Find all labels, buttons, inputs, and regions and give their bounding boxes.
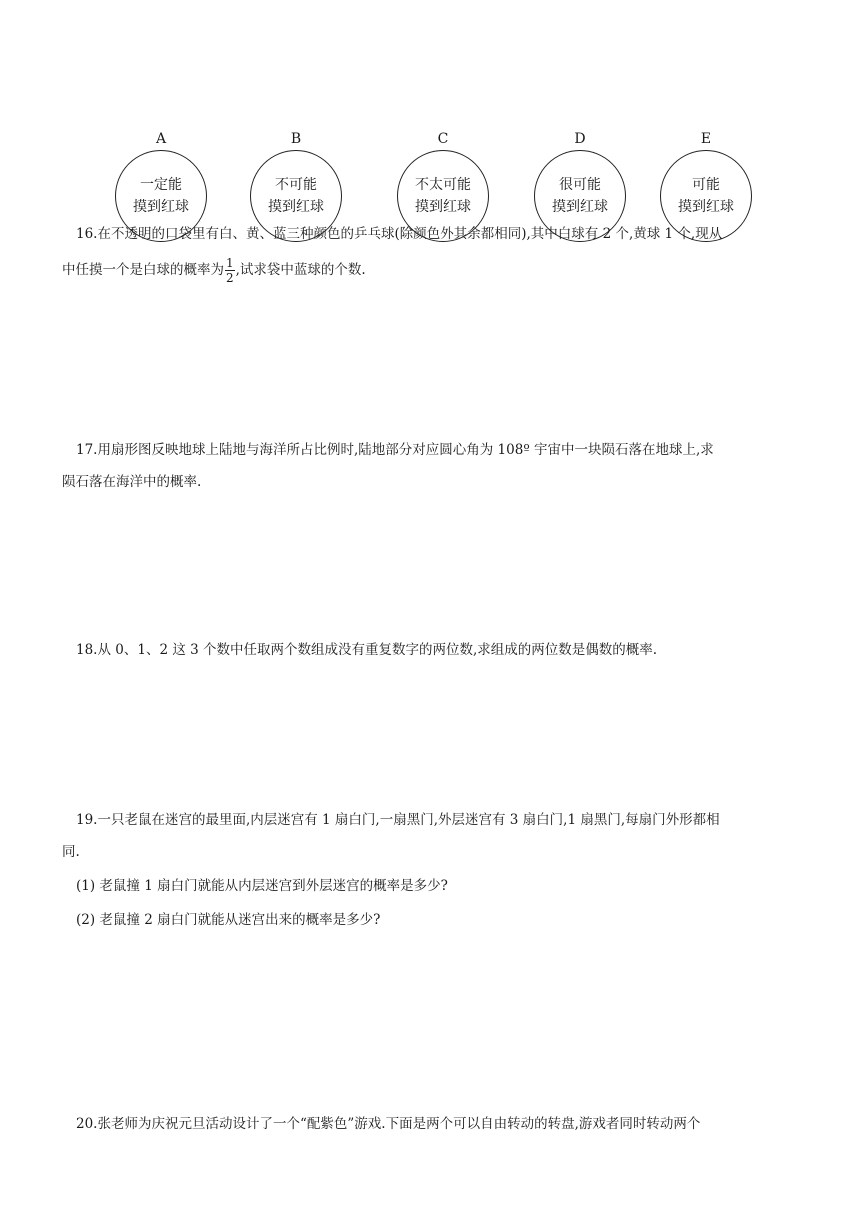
ball-text-line1: 不可能: [275, 177, 317, 193]
q16-fraction: [225, 256, 235, 285]
q19-line1: 19.一只老鼠在迷宫的最里面,内层迷宫有 1 扇白门,一扇黑门,外层迷宫有 3 扇白门,1 扇黑门,每扇门外形都相: [76, 812, 720, 828]
q18-line1: 18.从 0、1、2 这 3 个数中任取两个数组成没有重复数字的两位数,求组成的两位数是偶数的概率.: [76, 642, 658, 658]
ball-text-line2: 摸到红球: [415, 199, 471, 215]
q17-line1: 17.用扇形图反映地球上陆地与海洋所占比例时,陆地部分对应圆心角为 108º 宇宙中一块陨石落在地球上,求: [76, 442, 714, 458]
q19-sub2: (2) 老鼠撞 2 扇白门就能从迷宫出来的概率是多少?: [76, 912, 381, 928]
ball-letter: E: [700, 131, 712, 147]
ball-text-line1: 可能: [692, 177, 720, 193]
fraction-numerator: 1: [226, 256, 234, 270]
q16-line1: 16.在不透明的口袋里有白、黄、蓝三种颜色的乒乓球(除颜色外其余都相同),其中白球有 2 个,黄球 1 个,现从: [76, 226, 723, 242]
ball-text-line1: 很可能: [559, 177, 601, 193]
fraction-denominator: 2: [226, 271, 234, 285]
q16-line2: [62, 256, 366, 285]
ball-letter: C: [437, 131, 449, 147]
ball-text-line2: 摸到红球: [678, 199, 734, 215]
probability-circles: [0, 130, 860, 230]
ball-text-line2: 摸到红球: [552, 199, 608, 215]
ball-text-line1: 不太可能: [415, 177, 471, 193]
ball-letter: A: [155, 131, 167, 147]
ball-letter: B: [290, 131, 302, 147]
ball-text-line2: 摸到红球: [133, 199, 189, 215]
q20-line1: 20.张老师为庆祝元旦活动设计了一个“配紫色”游戏.下面是两个可以自由转动的转盘,游戏者同时转动两个: [76, 1116, 701, 1132]
q19-sub1: (1) 老鼠撞 1 扇白门就能从内层迷宫到外层迷宫的概率是多少?: [76, 878, 448, 894]
q19-line2: 同.: [62, 844, 80, 860]
q17-line2: 陨石落在海洋中的概率.: [62, 474, 202, 490]
q16-line2-pre: 中任摸一个是白球的概率为: [62, 262, 224, 278]
q16-line2-post: ,试求袋中蓝球的个数.: [235, 262, 366, 278]
ball-text-line2: 摸到红球: [268, 199, 324, 215]
ball-letter: D: [574, 131, 586, 147]
ball-text-line1: 一定能: [140, 177, 182, 193]
